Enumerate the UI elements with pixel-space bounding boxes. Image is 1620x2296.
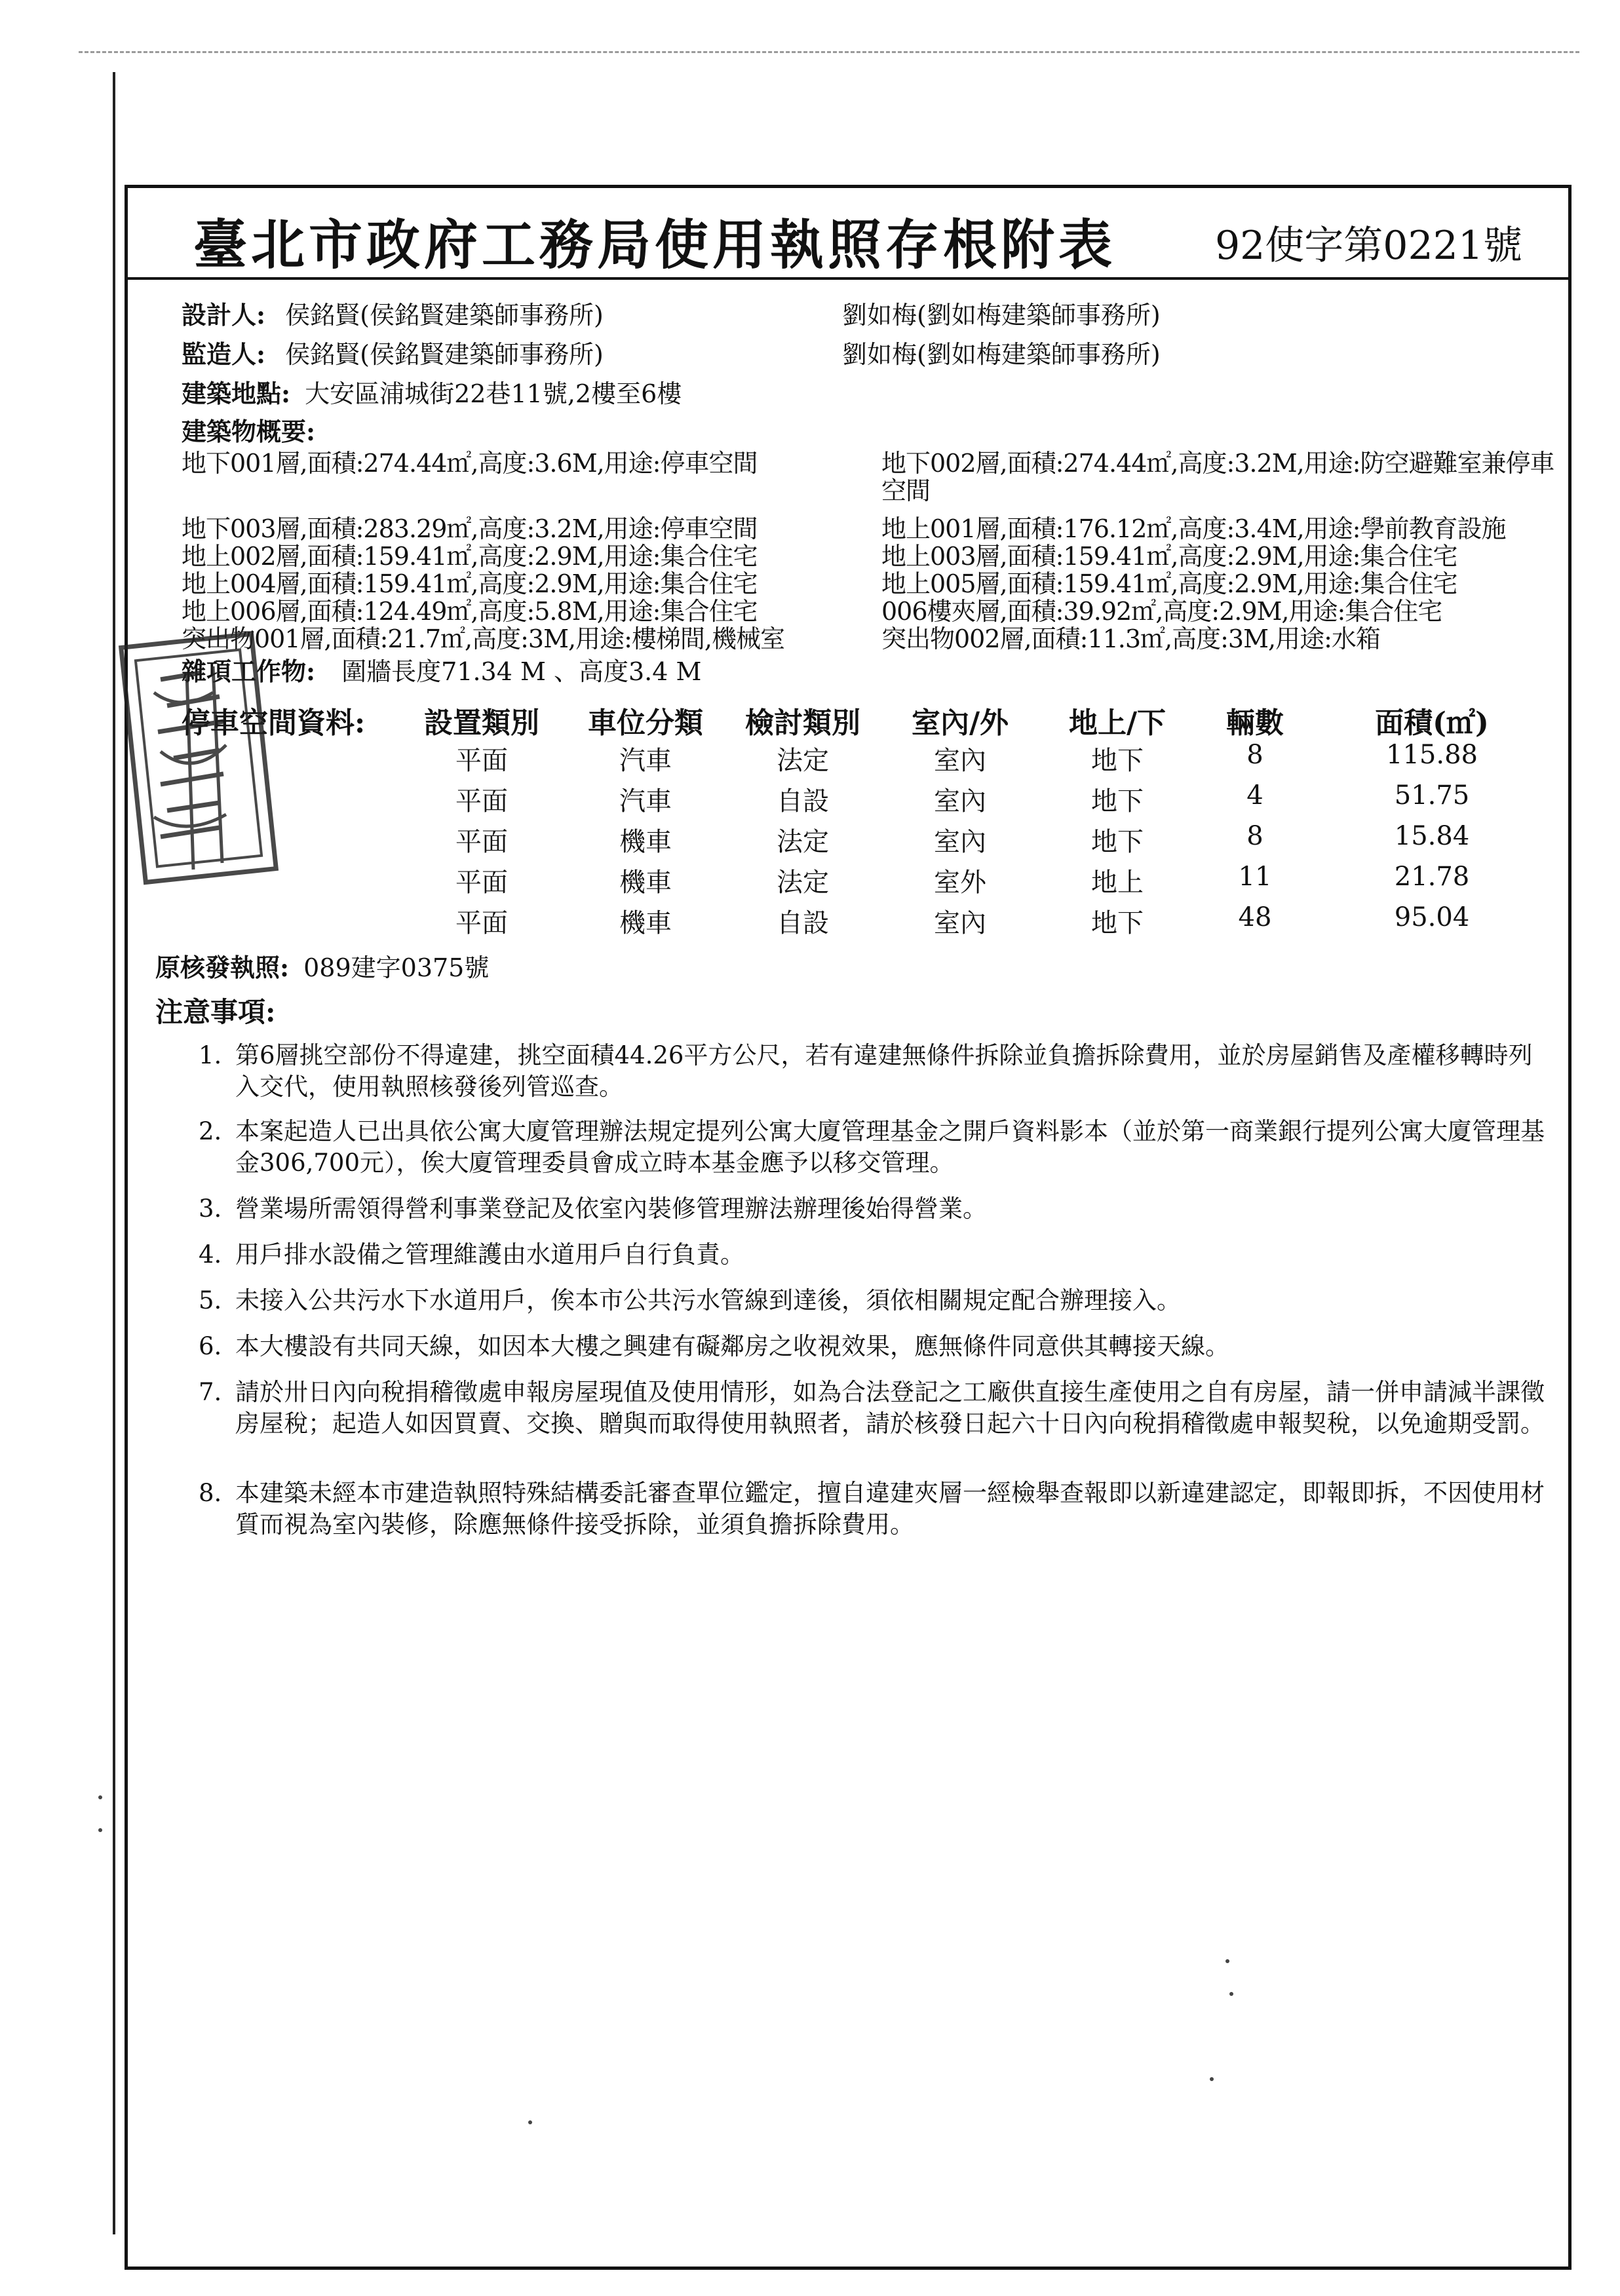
overview-label: 建築物概要: (182, 417, 316, 446)
scan-speck (1229, 1992, 1233, 1996)
original-permit-label: 原核發執照: (155, 953, 290, 982)
note-item (199, 1331, 1555, 1362)
note-item (199, 1040, 1555, 1103)
parking-cell: 室內 (934, 746, 986, 776)
notes-label: 注意事項: (155, 996, 276, 1028)
note-item (199, 1478, 1555, 1540)
designer-label: 設計人: (182, 300, 266, 330)
overview-left-3: 地上004層,面積:159.41㎡,高度:2.9M,用途:集合住宅 (182, 569, 758, 598)
note-text: 本案起造人已出具依公寓大廈管理辦法規定提列公寓大廈管理基金之開戶資料影本（並於第一商業銀行提列公寓大廈管理基金306,700元），俟大廈管理委員會成立時本基金應予以移交管理。 (235, 1117, 1545, 1177)
parking-cell: 4 (1246, 780, 1263, 811)
parking-cell: 平面 (455, 908, 508, 938)
parking-cell: 法定 (777, 868, 829, 898)
parking-header-cell: 輛數 (1226, 706, 1284, 740)
overview-left-0: 地下001層,面積:274.44㎡,高度:3.6M,用途:停車空間 (182, 449, 758, 478)
designer-name-2: 劉如梅(劉如梅建築師事務所) (842, 301, 1161, 330)
note-item (199, 1193, 1555, 1225)
overview-left-2: 地上002層,面積:159.41㎡,高度:2.9M,用途:集合住宅 (182, 542, 758, 571)
misc-works-value: 圍牆長度71.34 M 、高度3.4 M (341, 657, 702, 686)
scan-speck (98, 1828, 102, 1832)
parking-cell: 自設 (777, 908, 829, 938)
site-row (182, 379, 682, 408)
site-value: 大安區浦城街22巷11號,2樓至6樓 (305, 379, 682, 408)
supervisor-row (182, 340, 604, 369)
title-row (128, 188, 1568, 280)
supervisor-name-2: 劉如梅(劉如梅建築師事務所) (842, 340, 1161, 369)
parking-cell: 機車 (619, 908, 672, 938)
parking-label: 停車空間資料: (182, 706, 366, 740)
parking-cell: 平面 (455, 868, 508, 898)
parking-cell: 51.75 (1394, 780, 1470, 811)
overview-right-2: 地上001層,面積:176.12㎡,高度:3.4M,用途:學前教育設施 (881, 514, 1506, 543)
parking-cell: 115.88 (1386, 740, 1478, 770)
overview-right-3: 地上003層,面積:159.41㎡,高度:2.9M,用途:集合住宅 (881, 542, 1457, 571)
note-item (199, 1239, 1555, 1271)
parking-cell: 地下 (1091, 786, 1144, 816)
parking-cell: 平面 (455, 746, 508, 776)
parking-cell: 8 (1246, 740, 1263, 770)
parking-header-cell: 室內/外 (911, 706, 1009, 740)
parking-cell: 機車 (619, 868, 672, 898)
overview-right-0: 地下002層,面積:274.44㎡,高度:3.2M,用途:防空避難室兼停車 (881, 449, 1554, 478)
overview-left-5: 突出物001層,面積:21.7㎡,高度:3M,用途:樓梯間,機械室 (182, 624, 784, 653)
parking-cell: 地下 (1091, 908, 1144, 938)
parking-cell: 8 (1246, 821, 1263, 851)
note-number: 1. (199, 1041, 222, 1069)
parking-header-cell: 地上/下 (1068, 706, 1167, 740)
parking-cell: 21.78 (1394, 862, 1470, 892)
parking-cell: 室內 (934, 827, 986, 857)
official-seal-stamp (115, 621, 285, 896)
note-text: 未接入公共污水下水道用戶，俟本市公共污水管線到達後，須依相關規定配合辦理接入。 (235, 1286, 1181, 1314)
parking-header-cell: 車位分類 (588, 706, 703, 740)
permit-number: 92使字第0221號 (1214, 223, 1522, 269)
note-item (199, 1377, 1555, 1440)
note-text: 營業場所需領得營利事業登記及依室內裝修管理辦法辦理後始得營業。 (235, 1195, 987, 1223)
note-number: 3. (199, 1195, 222, 1223)
note-text: 本大樓設有共同天線，如因本大樓之興建有礙鄰房之收視效果，應無條件同意供其轉接天線。 (235, 1332, 1229, 1360)
note-text: 第6層挑空部份不得違建，挑空面積44.26平方公尺，若有違建無條件拆除並負擔拆除費用，並於房屋銷售及產權移轉時列入交代，使用執照核發後列管巡查。 (235, 1041, 1533, 1101)
overview-right-4: 地上005層,面積:159.41㎡,高度:2.9M,用途:集合住宅 (881, 569, 1457, 598)
parking-cell: 室內 (934, 908, 986, 938)
note-number: 8. (199, 1479, 222, 1507)
parking-cell: 室外 (934, 868, 986, 898)
scan-speck (98, 1795, 102, 1799)
designer-row (182, 301, 604, 330)
parking-cell: 11 (1238, 862, 1272, 892)
supervisor-name-1: 侯銘賢(侯銘賢建築師事務所) (285, 340, 604, 369)
parking-cell: 汽車 (619, 746, 672, 776)
note-item (199, 1285, 1555, 1316)
parking-cell: 地上 (1091, 868, 1144, 898)
parking-cell: 地下 (1091, 827, 1144, 857)
overview-right-5: 006樓夾層,面積:39.92㎡,高度:2.9M,用途:集合住宅 (881, 597, 1442, 626)
parking-cell: 機車 (619, 827, 672, 857)
note-item (199, 1116, 1555, 1179)
scan-speck (1210, 2077, 1214, 2081)
overview-left-1: 地下003層,面積:283.29㎡,高度:3.2M,用途:停車空間 (182, 514, 758, 543)
parking-cell: 自設 (777, 786, 829, 816)
designer-name-1: 侯銘賢(侯銘賢建築師事務所) (285, 301, 604, 330)
parking-cell: 15.84 (1394, 821, 1470, 851)
document-title: 臺北市政府工務局使用執照存根附表 (193, 214, 1117, 277)
note-text: 請於卅日內向稅捐稽徵處申報房屋現值及使用情形，如為合法登記之工廠供直接生產使用之自有房屋，請一併申請減半課徵房屋稅；起造人如因買賣、交換、贈與而取得使用執照者，請於核發日起六十日內向稅捐稽徵處申報契稅，以免逾期受罰。 (235, 1378, 1545, 1438)
parking-cell: 汽車 (619, 786, 672, 816)
supervisor-label: 監造人: (182, 339, 266, 369)
scan-speck (528, 2120, 532, 2124)
site-label: 建築地點: (182, 379, 291, 408)
parking-cell: 平面 (455, 786, 508, 816)
parking-cell: 48 (1238, 902, 1272, 932)
note-number: 7. (199, 1378, 222, 1406)
note-number: 5. (199, 1286, 222, 1314)
note-text: 用戶排水設備之管理維護由水道用戶自行負責。 (235, 1240, 744, 1269)
parking-cell: 平面 (455, 827, 508, 857)
document-frame (125, 185, 1572, 2270)
parking-cell: 法定 (777, 746, 829, 776)
parking-header-cell: 面積(㎡) (1375, 706, 1489, 740)
note-number: 6. (199, 1332, 222, 1360)
overview-left-4: 地上006層,面積:124.49㎡,高度:5.8M,用途:集合住宅 (182, 597, 758, 626)
misc-works-label: 雜項工作物: (182, 657, 316, 686)
parking-header-cell: 設置類別 (424, 706, 539, 740)
parking-cell: 地下 (1091, 746, 1144, 776)
parking-cell: 室內 (934, 786, 986, 816)
overview-right-1: 空間 (881, 476, 931, 505)
page-left-border (113, 72, 115, 2234)
note-number: 4. (199, 1240, 222, 1269)
scan-edge-line (79, 51, 1579, 53)
overview-right-6: 突出物002層,面積:11.3㎡,高度:3M,用途:水箱 (881, 624, 1380, 653)
original-permit-row (155, 953, 489, 982)
note-number: 2. (199, 1117, 222, 1145)
original-permit-value: 089建字0375號 (303, 953, 490, 982)
parking-cell: 95.04 (1394, 902, 1470, 932)
scan-speck (1225, 1959, 1229, 1963)
parking-cell: 法定 (777, 827, 829, 857)
note-text: 本建築未經本市建造執照特殊結構委託審查單位鑑定，擅自違建夾層一經檢舉查報即以新違建認定，即報即拆，不因使用材質而視為室內裝修，除應無條件接受拆除，並須負擔拆除費用。 (235, 1479, 1545, 1539)
parking-header-cell: 檢討類別 (745, 706, 860, 740)
